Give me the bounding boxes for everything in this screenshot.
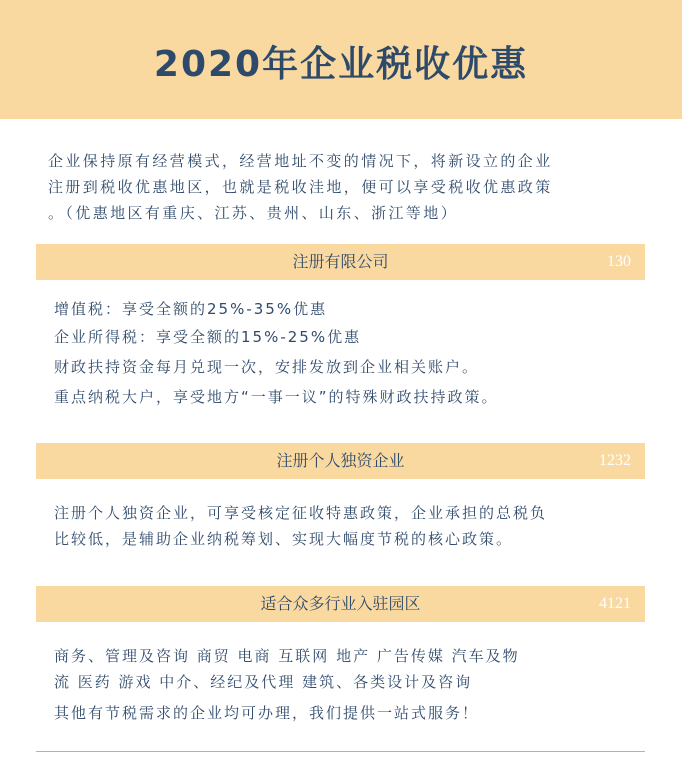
body-line: 企业所得税：享受全额的15%-25%优惠	[54, 328, 362, 346]
body-line: 重点纳税大户，享受地方“一事一议”的特殊财政扶持政策。	[54, 388, 499, 406]
body-line: 流 医药 游戏 中介、经纪及代理 建筑、各类设计及咨询	[54, 673, 473, 691]
body-line: 比较低，是辅助企业纳税筹划、实现大幅度节税的核心政策。	[54, 530, 514, 548]
section-body-sole-proprietorship	[54, 500, 644, 552]
body-line: 注册个人独资企业，可享受核定征收特惠政策，企业承担的总税负	[54, 504, 548, 522]
intro-line: 注册到税收优惠地区，也就是税收洼地，便可以享受税收优惠政策	[48, 178, 553, 196]
body-line: 商务、管理及咨询 商贸 电商 互联网 地产 广告传媒 汽车及物	[54, 647, 520, 665]
section-title: 注册有限公司	[292, 252, 389, 271]
section-number: 1232	[599, 452, 631, 469]
body-line: 其他有节税需求的企业均可办理，我们提供一站式服务！	[54, 704, 480, 722]
section-bar-sole-proprietorship	[36, 443, 645, 479]
body-line: 财政扶持资金每月兑现一次，安排发放到企业相关账户。	[54, 358, 480, 376]
intro-line: 。（优惠地区有重庆、江苏、贵州、山东、浙江等地）	[48, 204, 459, 222]
section-number: 130	[607, 253, 631, 270]
section-number: 4121	[599, 595, 631, 612]
section-bar-limited-company	[36, 244, 645, 280]
section-bar-industries	[36, 586, 645, 622]
intro-line: 企业保持原有经营模式，经营地址不变的情况下，将新设立的企业	[48, 152, 553, 170]
section-title: 适合众多行业入驻园区	[260, 594, 421, 613]
section-body-limited-company	[54, 296, 644, 412]
page-title: 2020年企业税收优惠	[153, 44, 529, 85]
header-banner	[0, 0, 682, 119]
intro-paragraph	[48, 148, 638, 226]
body-line: 增值税：享受全额的25%-35%优惠	[54, 300, 328, 318]
bottom-divider	[36, 751, 645, 752]
section-body-industries	[54, 643, 644, 731]
section-title: 注册个人独资企业	[276, 451, 405, 470]
